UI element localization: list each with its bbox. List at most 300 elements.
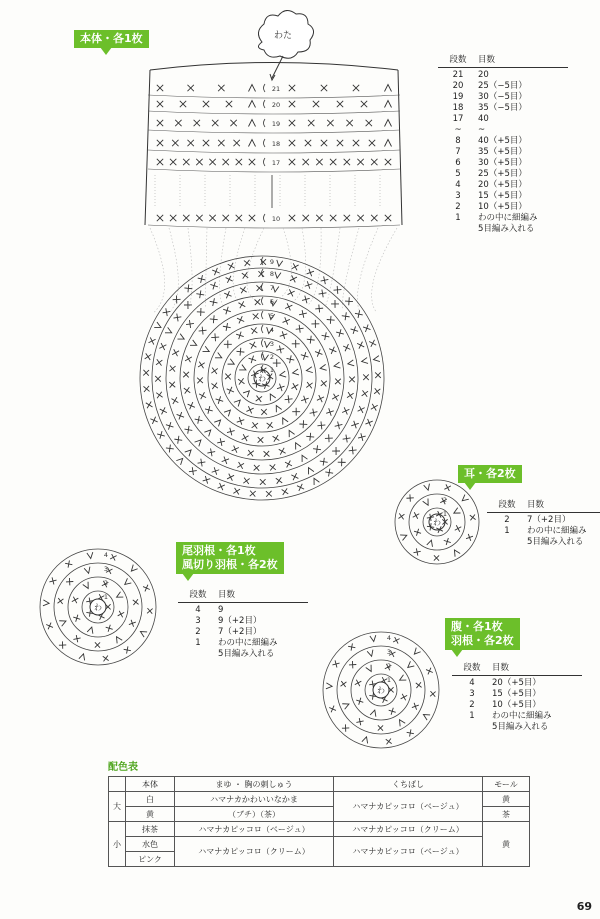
- single-crochet-mark: [184, 387, 190, 393]
- table-cell: ハマナカかわいいなかま: [175, 792, 334, 807]
- ring-label: わ: [258, 374, 266, 383]
- single-crochet-mark: [291, 383, 298, 390]
- single-crochet-mark: [434, 555, 439, 560]
- single-crochet-mark: [242, 434, 249, 441]
- single-crochet-mark: [267, 422, 273, 428]
- stitch-stroke: [65, 560, 72, 567]
- stitch-stroke: [155, 376, 161, 382]
- increase-mark: [370, 709, 378, 717]
- single-crochet-mark: [207, 448, 215, 456]
- stitch-stroke: [306, 433, 314, 441]
- cylinder-row-number: 10: [271, 215, 281, 223]
- stitch-stroke: [400, 533, 408, 541]
- stitch-stroke: [311, 320, 319, 328]
- stitch-stroke: [336, 329, 344, 337]
- stitch-count: 7（+2目）: [527, 515, 571, 525]
- stitch-stroke: [264, 451, 270, 457]
- single-crochet-mark: [249, 215, 255, 221]
- single-crochet-mark: [279, 448, 286, 455]
- increase-mark: [412, 648, 420, 656]
- stitch-stroke: [310, 409, 318, 417]
- single-crochet-mark: [357, 342, 364, 349]
- increase-mark: [123, 578, 131, 586]
- single-crochet-mark: [320, 458, 328, 466]
- single-crochet-mark: [237, 462, 244, 469]
- increase-mark: [398, 675, 406, 683]
- stitch-stroke: [253, 313, 259, 319]
- stitch-stroke: [173, 296, 181, 304]
- single-crochet-mark: [174, 436, 182, 444]
- stitch-stroke: [307, 269, 314, 276]
- connector-dash: [308, 228, 321, 305]
- stitch-stroke: [156, 359, 162, 365]
- stitch-stroke: [237, 462, 244, 469]
- table-row: [438, 70, 568, 81]
- stitch-stroke: [114, 635, 122, 643]
- stitch-stroke: [184, 426, 192, 434]
- header-cell: まゆ ・ 胸の刺しゅう: [175, 777, 334, 792]
- color-table-header: [109, 777, 530, 792]
- single-crochet-mark: [72, 597, 79, 604]
- single-crochet-mark: [357, 159, 363, 165]
- stitch-stroke: [166, 445, 174, 453]
- single-crochet-mark: [129, 620, 136, 627]
- row-number: [438, 224, 478, 235]
- stitch-stroke: [285, 395, 293, 403]
- single-crochet-mark: [283, 317, 290, 324]
- stitch-stroke: [349, 377, 355, 383]
- stitch-stroke: [163, 308, 171, 316]
- stitch-stroke: [306, 466, 314, 474]
- header-cell: 段数: [498, 500, 516, 510]
- decrease-mark: [249, 85, 256, 92]
- stitch-stroke: [236, 159, 242, 165]
- single-crochet-mark: [321, 140, 327, 146]
- table-row: [438, 114, 568, 125]
- stitch-stroke: [357, 342, 364, 349]
- stitch-stroke: [356, 718, 363, 725]
- stitch-stroke: [321, 380, 327, 386]
- stitch-stroke: [385, 159, 391, 165]
- single-crochet-mark: [244, 260, 250, 266]
- stitch-stroke: [87, 626, 95, 634]
- single-crochet-mark: [444, 538, 451, 545]
- single-crochet-mark: [157, 431, 165, 439]
- stitch-stroke: [216, 396, 224, 404]
- stitch-stroke: [412, 703, 419, 710]
- single-crochet-mark: [331, 300, 339, 308]
- stitch-stroke: [274, 272, 281, 279]
- stitch-stroke: [249, 140, 256, 147]
- stitch-stroke: [308, 120, 314, 126]
- stitch-stroke: [123, 578, 131, 586]
- increase-mark: [139, 629, 147, 637]
- increase-mark: [59, 618, 67, 626]
- increase-mark: [79, 653, 87, 661]
- stitch-count: 20: [478, 70, 489, 80]
- single-crochet-mark: [73, 635, 80, 642]
- stitch-stroke: [230, 120, 236, 126]
- decrease-mark: [385, 120, 392, 127]
- stitch-count: 5目編み入れる: [218, 649, 275, 659]
- increase-mark: [214, 418, 222, 426]
- increase-mark: [195, 438, 203, 446]
- table-cell: 黄: [483, 822, 530, 867]
- stitch-stroke: [319, 290, 327, 298]
- round-number: 4: [269, 326, 275, 334]
- single-crochet-mark: [65, 560, 72, 567]
- chain-mark: [262, 297, 264, 305]
- single-crochet-mark: [232, 446, 239, 453]
- stitch-stroke: [195, 416, 203, 424]
- single-crochet-mark: [289, 120, 295, 126]
- single-crochet-mark: [385, 215, 391, 221]
- stitch-count: 20（+5目）: [492, 678, 541, 688]
- single-crochet-mark: [209, 159, 215, 165]
- increase-mark: [176, 456, 184, 464]
- stitch-stroke: [198, 275, 206, 283]
- single-crochet-mark: [363, 374, 369, 380]
- belly-circle-round-number: 3: [386, 648, 392, 656]
- single-crochet-mark: [369, 340, 376, 347]
- increase-mark: [452, 508, 460, 516]
- single-crochet-mark: [413, 548, 420, 555]
- single-crochet-mark: [329, 347, 336, 354]
- single-crochet-mark: [240, 287, 247, 294]
- stitch-stroke: [316, 215, 322, 221]
- stitch-stroke: [460, 495, 468, 503]
- stitch-stroke: [217, 438, 225, 446]
- stitch-stroke: [223, 215, 229, 221]
- single-crochet-mark: [343, 344, 350, 351]
- stitch-stroke: [210, 315, 218, 323]
- stitch-stroke: [103, 655, 109, 661]
- tail-stitch-table: [178, 590, 308, 660]
- single-crochet-mark: [363, 325, 370, 332]
- single-crochet-mark: [317, 395, 324, 402]
- belly-circle-round-number: 1: [386, 676, 392, 684]
- body-label: [74, 30, 149, 48]
- stitch-stroke: [205, 406, 213, 414]
- stitch-stroke: [242, 434, 249, 441]
- stitch-stroke: [185, 355, 192, 362]
- single-crochet-mark: [237, 417, 245, 425]
- increase-mark: [292, 369, 299, 376]
- single-crochet-mark: [157, 159, 163, 165]
- stitch-stroke: [256, 396, 262, 402]
- stitch-count: 30（+5目）: [478, 158, 527, 168]
- increase-mark: [306, 466, 314, 474]
- single-crochet-mark: [157, 101, 163, 107]
- header-cell: 目数: [492, 663, 510, 673]
- single-crochet-mark: [211, 383, 217, 389]
- stitch-stroke: [157, 120, 163, 126]
- stitch-stroke: [211, 333, 219, 341]
- row-number: 1: [195, 638, 201, 648]
- row-number: 3: [455, 191, 461, 201]
- stitch-stroke: [157, 140, 163, 146]
- table-row: [438, 224, 568, 235]
- increase-mark: [224, 408, 232, 416]
- increase-mark: [367, 650, 374, 657]
- single-crochet-mark: [325, 434, 333, 442]
- single-crochet-mark: [349, 446, 357, 454]
- table-row: [178, 638, 308, 649]
- round-number: 1: [269, 366, 275, 374]
- stitch-stroke: [223, 307, 231, 315]
- stitch-stroke: [184, 301, 192, 309]
- single-crochet-mark: [195, 416, 203, 424]
- stitch-count: 5目編み入れる: [492, 722, 549, 732]
- single-crochet-mark: [170, 215, 176, 221]
- single-crochet-mark: [303, 159, 309, 165]
- stitch-stroke: [363, 325, 370, 332]
- stitch-stroke: [185, 448, 193, 456]
- stitch-stroke: [261, 409, 267, 415]
- stitch-stroke: [254, 465, 260, 471]
- cylinder-row-line: [148, 111, 400, 114]
- size-cell: 小: [109, 822, 126, 867]
- single-crochet-mark: [186, 320, 194, 328]
- stitch-stroke: [250, 342, 257, 349]
- single-crochet-mark: [389, 708, 396, 715]
- color-table: [108, 776, 530, 867]
- cylinder-row-line: [148, 225, 400, 228]
- single-crochet-mark: [362, 390, 368, 396]
- single-crochet-mark: [327, 120, 333, 126]
- single-crochet-mark: [416, 682, 422, 688]
- stitch-stroke: [199, 392, 206, 399]
- single-crochet-mark: [198, 275, 206, 283]
- single-crochet-mark: [371, 215, 377, 221]
- table-cell: ハマナカピッコロ（ベージュ）: [334, 837, 483, 867]
- stitch-stroke: [427, 539, 435, 547]
- stitch-stroke: [203, 140, 209, 146]
- increase-mark: [334, 362, 341, 369]
- single-crochet-mark: [322, 332, 330, 340]
- stitch-stroke: [129, 565, 137, 573]
- single-crochet-mark: [187, 85, 193, 91]
- single-crochet-mark: [353, 140, 359, 146]
- stitch-stroke: [227, 387, 234, 394]
- table-row: [487, 515, 600, 526]
- single-crochet-mark: [371, 159, 377, 165]
- row-number: [178, 649, 218, 660]
- round-number: 9: [269, 258, 275, 266]
- table-row: [452, 689, 582, 700]
- stitch-stroke: [327, 316, 335, 324]
- row-number: 6: [455, 158, 461, 168]
- stitch-stroke: [317, 395, 324, 402]
- cylinder-row-number: 21: [271, 85, 281, 93]
- header-cell: [109, 777, 126, 792]
- decrease-mark: [385, 140, 392, 147]
- stitch-stroke: [401, 694, 408, 701]
- single-crochet-mark: [175, 120, 181, 126]
- table-row: [487, 526, 600, 537]
- single-crochet-mark: [156, 359, 162, 365]
- stitch-count: わの中に細編み: [478, 213, 538, 223]
- stitch-count: 40（+5目）: [478, 136, 527, 146]
- stitch-stroke: [146, 402, 153, 409]
- stitch-count: 10（+5目）: [492, 700, 541, 710]
- stitch-stroke: [343, 435, 351, 443]
- chain-mark: [264, 139, 266, 147]
- stitch-stroke: [228, 263, 235, 270]
- stitch-stroke: [389, 708, 396, 715]
- stitch-stroke: [169, 365, 175, 371]
- single-crochet-mark: [184, 301, 192, 309]
- single-crochet-mark: [196, 159, 202, 165]
- row-number: 7: [455, 147, 461, 157]
- single-crochet-mark: [194, 120, 200, 126]
- single-crochet-mark: [224, 340, 232, 348]
- stitch-stroke: [397, 718, 405, 726]
- cloud-arrow: [272, 56, 283, 78]
- stitch-stroke: [358, 406, 365, 413]
- single-crochet-mark: [292, 340, 300, 348]
- stitch-stroke: [73, 635, 80, 642]
- stitch-count: 9: [218, 605, 224, 615]
- single-crochet-mark: [237, 316, 244, 323]
- connector-dash: [206, 228, 208, 307]
- increase-mark: [400, 533, 408, 541]
- stitch-stroke: [357, 159, 363, 165]
- increase-mark: [129, 565, 137, 573]
- stitch-stroke: [210, 298, 218, 306]
- stitch-stroke: [327, 120, 333, 126]
- stitch-stroke: [115, 592, 123, 600]
- stitch-stroke: [320, 458, 328, 466]
- increase-mark: [406, 661, 414, 669]
- single-crochet-mark: [59, 641, 66, 648]
- ear-circle-round-number: 1: [442, 510, 448, 518]
- stitch-stroke: [342, 407, 349, 414]
- stitch-stroke: [371, 159, 377, 165]
- single-crochet-mark: [250, 491, 256, 497]
- stitch-stroke: [276, 477, 282, 483]
- single-crochet-mark: [332, 660, 339, 667]
- table-cell: ハマナカピッコロ（クリーム）: [334, 822, 483, 837]
- stitch-stroke: [249, 101, 256, 108]
- single-crochet-mark: [73, 615, 80, 622]
- row-number: 4: [469, 678, 475, 688]
- stitch-count: わの中に細編み: [492, 711, 552, 721]
- single-crochet-mark: [343, 435, 351, 443]
- single-crochet-mark: [226, 101, 232, 107]
- single-crochet-mark: [332, 394, 339, 401]
- stitch-stroke: [227, 474, 234, 481]
- stitch-stroke: [342, 724, 349, 731]
- single-crochet-mark: [321, 276, 329, 284]
- stitch-stroke: [268, 393, 276, 401]
- stitch-stroke: [209, 215, 215, 221]
- single-crochet-mark: [255, 299, 261, 305]
- chain-mark: [264, 158, 266, 166]
- stitch-stroke: [209, 159, 215, 165]
- single-crochet-mark: [166, 422, 174, 430]
- single-crochet-mark: [334, 286, 342, 294]
- single-crochet-mark: [336, 329, 344, 337]
- table-row: [438, 103, 568, 114]
- single-crochet-mark: [118, 611, 125, 618]
- stitch-stroke: [143, 585, 150, 592]
- stitch-stroke: [325, 469, 333, 477]
- stitch-stroke: [289, 120, 295, 126]
- single-crochet-mark: [266, 491, 272, 497]
- table-row: [438, 213, 568, 224]
- single-crochet-mark: [145, 353, 152, 360]
- stitch-stroke: [344, 215, 350, 221]
- stitch-stroke: [423, 498, 431, 506]
- cylinder-top-edge: [150, 63, 398, 71]
- single-crochet-mark: [169, 365, 175, 371]
- stitch-stroke: [369, 340, 376, 347]
- stitch-stroke: [357, 215, 363, 221]
- single-crochet-mark: [316, 215, 322, 221]
- single-crochet-mark: [205, 406, 213, 414]
- single-crochet-mark: [342, 724, 349, 731]
- increase-mark: [43, 600, 49, 606]
- single-crochet-mark: [254, 465, 260, 471]
- single-crochet-mark: [180, 101, 186, 107]
- stitch-stroke: [189, 467, 197, 475]
- header-cell: くちばし: [334, 777, 483, 792]
- stitch-stroke: [276, 260, 283, 267]
- single-crochet-mark: [276, 477, 282, 483]
- single-crochet-mark: [332, 447, 340, 455]
- single-crochet-mark: [155, 376, 161, 382]
- increase-mark: [286, 429, 294, 437]
- increase-mark: [342, 701, 350, 709]
- stitch-stroke: [289, 140, 295, 146]
- stitch-stroke: [301, 396, 309, 404]
- increase-mark: [154, 322, 162, 330]
- table-cell: （ブチ）（茶）: [175, 807, 334, 822]
- chain-mark: [264, 100, 266, 108]
- single-crochet-mark: [302, 296, 310, 304]
- stitch-stroke: [73, 615, 80, 622]
- stitch-stroke: [316, 159, 322, 165]
- stitch-stroke: [234, 398, 242, 406]
- single-crochet-mark: [166, 445, 174, 453]
- stitch-stroke: [232, 446, 239, 453]
- single-crochet-mark: [316, 159, 322, 165]
- stitch-stroke: [215, 352, 223, 360]
- single-crochet-mark: [212, 120, 218, 126]
- single-crochet-mark: [246, 406, 253, 413]
- stitch-stroke: [385, 215, 391, 221]
- stitch-count: 10（+5目）: [478, 202, 527, 212]
- single-crochet-mark: [187, 140, 193, 146]
- stitch-stroke: [176, 456, 184, 464]
- stitch-stroke: [321, 276, 329, 284]
- stitch-stroke: [444, 484, 451, 491]
- stitch-stroke: [59, 618, 67, 626]
- single-crochet-mark: [307, 269, 314, 276]
- stitch-stroke: [349, 661, 356, 668]
- single-crochet-mark: [297, 484, 304, 491]
- single-crochet-mark: [143, 370, 149, 376]
- increase-mark: [293, 441, 301, 449]
- row-number: 2: [469, 700, 475, 710]
- stitch-stroke: [342, 701, 350, 709]
- stitch-stroke: [222, 457, 229, 464]
- stitch-stroke: [455, 525, 462, 532]
- row-number: 1: [455, 213, 461, 223]
- single-crochet-mark: [149, 337, 156, 344]
- table-header: [452, 663, 582, 676]
